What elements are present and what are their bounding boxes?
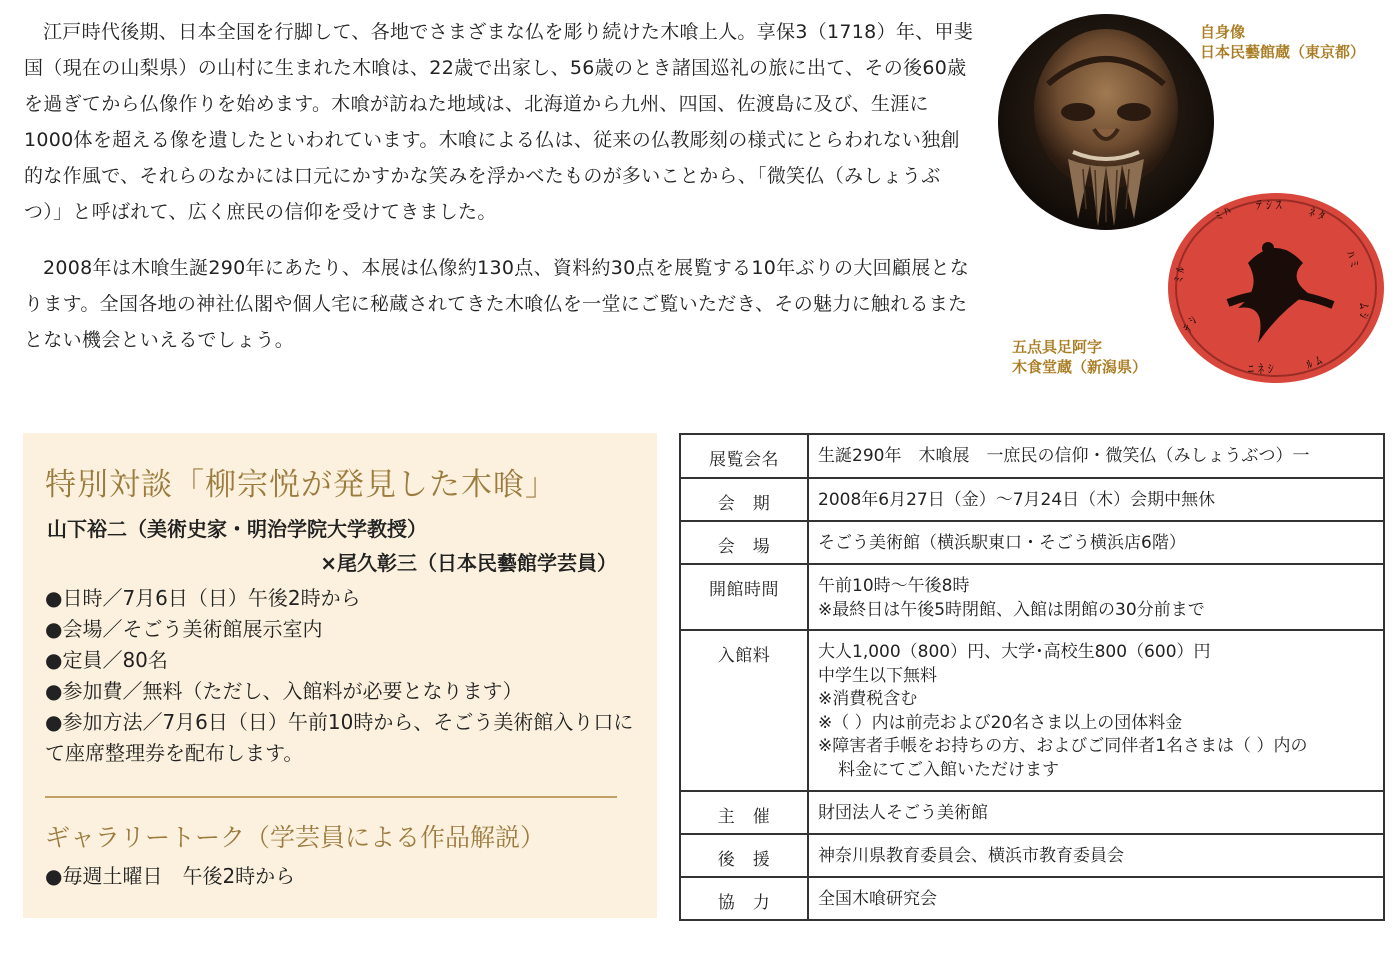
row-label: 会 期	[680, 478, 808, 521]
table-row	[680, 564, 1384, 630]
row-label: 開館時間	[680, 564, 808, 630]
portrait-caption: 自身像 日本民藝館蔵（東京都）	[1200, 23, 1366, 61]
svg-text:ﾆ ﾈ ｼ: ﾆ ﾈ ｼ	[1248, 362, 1274, 376]
divider	[45, 796, 617, 798]
gallery-talk-schedule: ●毎週土曜日 午後2時から	[45, 864, 296, 888]
seal-caption: 五点具足阿字 木食堂蔵（新潟県）	[1012, 338, 1148, 376]
special-talk-title: 特別対談「柳宗悦が発見した木喰」	[45, 467, 557, 503]
speaker-2: ×尾久彰三（日本民藝館学芸員）	[320, 551, 617, 575]
svg-text:ﾙ ﾑ: ﾙ ﾑ	[1304, 353, 1324, 372]
svg-text:ﾐ ﾊ: ﾐ ﾊ	[1212, 203, 1234, 224]
row-value: 全国木喰研究会	[808, 877, 1384, 920]
list-item: ●定員／80名	[45, 648, 168, 672]
row-label: 主 催	[680, 791, 808, 834]
row-label: 入館料	[680, 630, 808, 791]
svg-text:ﾃ ｼ: ﾃ ｼ	[1180, 313, 1201, 335]
row-value: 2008年6月27日（金）〜7月24日（木）会期中無休	[808, 478, 1384, 521]
intro-paragraph-1: 江戸時代後期、日本全国を行脚して、各地でさまざまな仏を彫り続けた木喰上人。享保3（1718）年、甲斐国（現在の山梨県）の山村に生まれた木喰は、22歳で出家し、56歳のとき諸国巡礼の旅に出て、その後60歳を過ぎてから仏像作りを始めます。木喰が訪ねた地域は、北海道から九州、四国、佐渡島に及び、生涯に1000体を超える像を遺したといわれています。木喰による仏は、従来の仏教彫刻の様式にとらわれない独創的な作風で、それらのなかには口元にかすかな笑みを浮かべたものが多いことから、「微笑仏（みしょうぶつ）」と呼ばれて、広く庶民の信仰を受けてきました。	[24, 21, 974, 223]
svg-text:ﾈ ﾀ: ﾈ ﾀ	[1306, 204, 1327, 224]
event-details-list	[45, 583, 645, 769]
list-item: ●会場／そごう美術館展示室内	[45, 617, 323, 641]
row-label: 後 援	[680, 834, 808, 877]
table-row	[680, 478, 1384, 521]
list-item: ●参加方法／7月6日（日）午前10時から、そごう美術館入り口にて座席整理券を配布します。	[45, 710, 634, 765]
seal-image	[1168, 193, 1384, 383]
row-value: 午前10時〜午後8時 ※最終日は午後5時閉館、入館は閉館の30分前まで	[808, 564, 1384, 630]
intro-paragraph-2: 2008年は木喰生誕290年にあたり、本展は仏像約130点、資料約30点を展覧する10年ぶりの大回顧展となります。全国各地の神社仏閣や個人宅に秘蔵されてきた木喰仏を一堂にご覧いただき、その魅力に触れるまたとない機会といえるでしょう。	[24, 257, 970, 351]
table-row	[680, 834, 1384, 877]
svg-text:ﾊ ﾐ: ﾊ ﾐ	[1343, 249, 1362, 269]
row-value: そごう美術館（横浜駅東口・そごう横浜店6階）	[808, 521, 1384, 564]
intro-text	[24, 14, 974, 358]
gallery-talk-title: ギャラリートーク（学芸員による作品解説）	[45, 823, 546, 852]
svg-text:ﾐ ﾙ: ﾐ ﾙ	[1171, 265, 1188, 284]
row-label: 展覧会名	[680, 434, 808, 478]
row-label: 協 力	[680, 877, 808, 920]
list-item: ●参加費／無料（ただし、入館料が必要となります）	[45, 679, 523, 703]
list-item: ●日時／7月6日（日）午後2時から	[45, 586, 361, 610]
row-value: 大人1,000（800）円、大学･高校生800（600）円 中学生以下無料 ※消費税含む ※（ ）内は前売および20名さま以上の団体料金 ※障害者手帳をお持ちの方、およびご同伴者1名さまは（ ）内の 料金にてご入館いただけます	[808, 630, 1384, 791]
table-row	[680, 434, 1384, 478]
row-value: 生誕290年 木喰展 一庶民の信仰・微笑仏（みしょうぶつ）一	[808, 434, 1384, 478]
table-row	[680, 521, 1384, 564]
svg-text:ﾑ ｼ: ﾑ ｼ	[1357, 303, 1371, 319]
row-value: 神奈川県教育委員会、横浜市教育委員会	[808, 834, 1384, 877]
table-row	[680, 630, 1384, 791]
table-row	[680, 877, 1384, 920]
self-portrait-image	[998, 14, 1214, 230]
table-row	[680, 791, 1384, 834]
row-value: 財団法人そごう美術館	[808, 791, 1384, 834]
speaker-1: 山下裕二（美術史家・明治学院大学教授）	[47, 517, 427, 541]
row-label: 会 場	[680, 521, 808, 564]
svg-text:ﾃ ｼ ｽ: ﾃ ｼ ｽ	[1256, 198, 1282, 212]
special-talk-panel	[23, 433, 657, 918]
exhibition-info-table	[679, 433, 1385, 921]
